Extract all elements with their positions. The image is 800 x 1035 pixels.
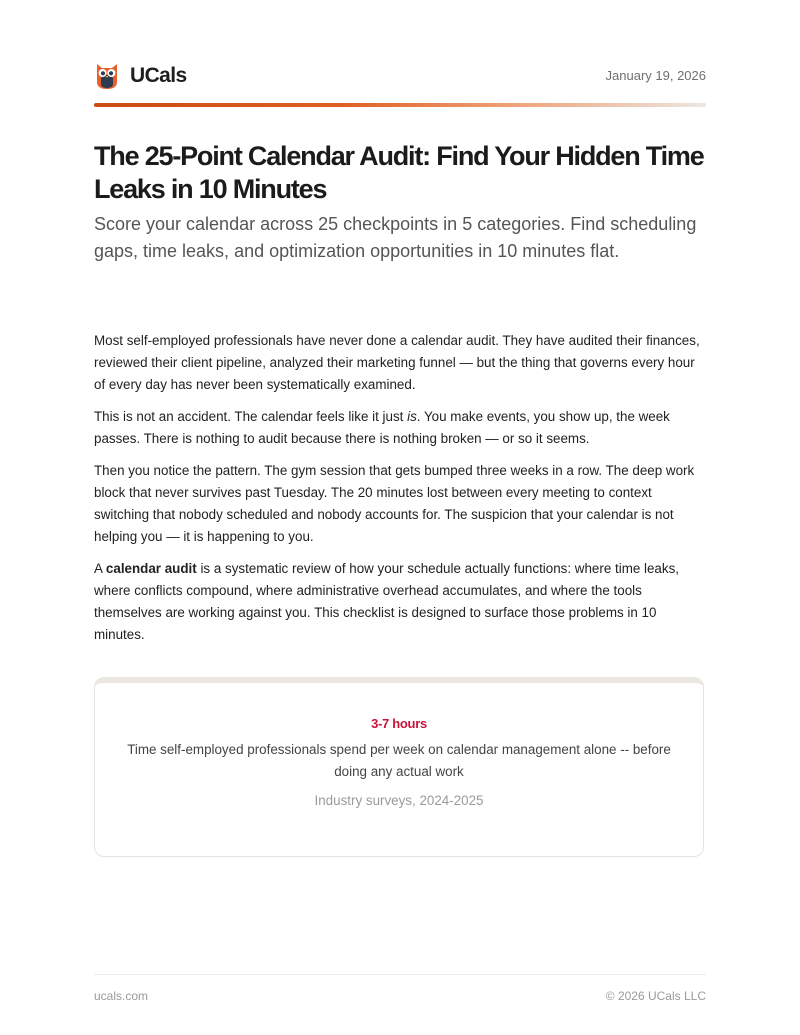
- text-run: A: [94, 561, 106, 576]
- stat-source: Industry surveys, 2024-2025: [314, 793, 484, 808]
- stat-description: Time self-employed professionals spend per week on calendar management alone -- before doing any actual work: [127, 742, 671, 779]
- paragraph: [94, 406, 706, 450]
- header: [94, 62, 706, 92]
- bold-term: calendar audit: [105, 561, 197, 576]
- article-title: The 25-Point Calendar Audit: Find Your Hidden Time Leaks in 10 Minutes: [94, 141, 704, 204]
- text-run: . You make events, you show up, the week passes. There is nothing to audit because there is nothing broken — or so it seems.: [94, 409, 670, 446]
- footer-site-link[interactable]: ucals.com: [94, 989, 149, 1003]
- emphasis: is: [407, 409, 417, 424]
- owl-icon: [94, 62, 120, 90]
- paragraph: [94, 558, 706, 646]
- paragraph: Then you notice the pattern. The gym session that gets bumped three weeks in a row. The deep work block that never survives past Tuesday. The 20 minutes lost between every meeting to context switching that nobody scheduled and nobody accounts for. The suspicion that your calendar is not helping you — it is happening to you.: [94, 463, 695, 544]
- stat-value: 3-7 hours: [371, 716, 427, 731]
- text-run: is a systematic review of how your schedule actually functions: where time leaks, where conflicts compound, where administrative overhead accumulates, and where the tools themselves are working against you. This checklist is designed to surface those problems in 10 minutes.: [94, 561, 679, 642]
- publish-date: January 19, 2026: [605, 68, 706, 83]
- stat-callout-card: [94, 677, 704, 857]
- footer-copyright: © 2026 UCals LLC: [605, 989, 706, 1003]
- article-body: [94, 330, 706, 656]
- article-subtitle: Score your calendar across 25 checkpoints in 5 categories. Find scheduling gaps, time leaks, and optimization opportunities in 10 minutes flat.: [94, 214, 697, 261]
- paragraph: Most self-employed professionals have never done a calendar audit. They have audited their finances, reviewed their client pipeline, analyzed their marketing funnel — but the thing that governs every hour of every day has never been systematically examined.: [94, 333, 700, 392]
- brand[interactable]: [94, 62, 187, 90]
- brand-name: UCals: [130, 64, 187, 87]
- text-run: This is not an accident. The calendar feels like it just: [94, 409, 408, 424]
- footer-divider: [94, 974, 706, 975]
- header-divider: [94, 103, 706, 107]
